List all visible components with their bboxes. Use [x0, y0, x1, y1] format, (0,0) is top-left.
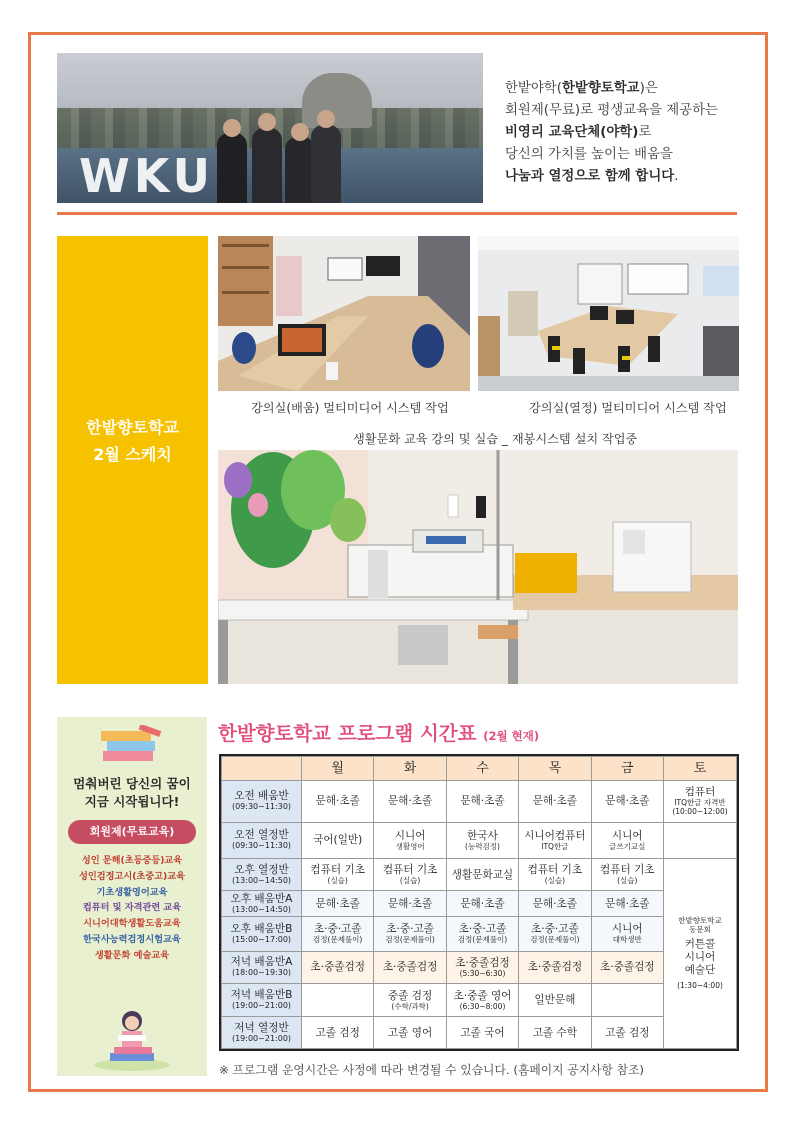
sketch-label-panel	[57, 236, 208, 684]
schedule-cell: 문해·초졸	[446, 891, 518, 916]
schedule-cell: 문해·초졸	[591, 781, 663, 823]
caption-classroom-baeum: 강의실(배움) 멀티미디어 시스템 작업	[251, 401, 449, 415]
schedule-cell: 초·중졸검정 (5:30~6:30)	[446, 951, 518, 984]
schedule-cell: 초·중졸검정	[374, 951, 446, 984]
table-row	[222, 916, 737, 951]
sketch-label-school: 한밭향토학교	[86, 418, 179, 437]
schedule-cell: 고졸 검정	[591, 1017, 663, 1049]
schedule-cell: 문해·초졸	[302, 781, 374, 823]
row-header: 오후 배움반B (15:00~17:00)	[222, 916, 302, 951]
schedule-cell: 고졸 검정	[302, 1017, 374, 1049]
row-header: 오전 배움반 (09:30~11:30)	[222, 781, 302, 823]
caption-classroom-yeoljeong: 강의실(열정) 멀티미디어 시스템 작업	[529, 401, 727, 415]
course-item: 시니어대학생활도움교육	[83, 918, 181, 930]
schedule-cell: 문해·초졸	[446, 781, 518, 823]
saturday-empty-cell	[664, 822, 737, 858]
schedule-cell: 문해·초졸	[374, 781, 446, 823]
table-header-row	[222, 757, 737, 781]
schedule-cell: 문해·초졸	[591, 891, 663, 916]
sketch-label-month: 2월 스케치	[93, 445, 172, 464]
schedule-note: ※ 프로그램 운영시간은 사정에 따라 변경될 수 있습니다. (홈페이지 공지사항 참조)	[219, 1063, 645, 1077]
membership-badge: 회원제(무료교육)	[68, 820, 196, 844]
schedule-cell: 문해·초졸	[302, 891, 374, 916]
day-header: 목	[519, 757, 591, 781]
schedule-cell: 초·중졸검정	[302, 951, 374, 984]
schedule-cell: 문해·초졸	[519, 891, 591, 916]
schedule-cell: 문해·초졸	[519, 781, 591, 823]
saturday-computer-cell: 컴퓨터 ITQ한글 자격반 (10:00~12:00)	[664, 781, 737, 823]
sewing-system-photo	[218, 450, 738, 684]
row-header: 오후 열정반 (13:00~14:50)	[222, 858, 302, 891]
schedule-cell: 고졸 수학	[519, 1017, 591, 1049]
schedule-cell: 시니어 글쓰기교실	[591, 822, 663, 858]
day-header: 금	[591, 757, 663, 781]
day-header: 수	[446, 757, 518, 781]
schedule-cell: 초·중·고졸 검정(문제풀이)	[446, 916, 518, 951]
schedule-cell: 컴퓨터 기초 (실습)	[374, 858, 446, 891]
group-photo	[57, 53, 483, 203]
course-item: 성인 문해(초등중등)교육	[81, 855, 183, 866]
row-header: 저녁 배움반B (19:00~21:00)	[222, 984, 302, 1017]
classroom-baeum-photo	[218, 236, 470, 391]
day-header: 화	[374, 757, 446, 781]
row-header: 오전 열정반 (09:30~11:30)	[222, 822, 302, 858]
schedule-cell: 문해·초졸	[374, 891, 446, 916]
schedule-cell: 시니어컴퓨터 ITQ한글	[519, 822, 591, 858]
banner-headline-1: 멈춰버린 당신의 꿈이	[73, 776, 191, 791]
day-header: 월	[302, 757, 374, 781]
saturday-alumni-cell: 한밭향토학교 동문회 커튼콜 시니어 예술단 (1:30~4:00)	[664, 858, 737, 1048]
course-item: 기초생활영어교육	[96, 886, 168, 898]
day-header: 토	[664, 757, 737, 781]
reading-girl-illustration	[92, 1005, 172, 1071]
wku-sign-text: WKU	[79, 149, 214, 203]
schedule-cell: 일반문해	[519, 984, 591, 1017]
books-illustration	[99, 725, 165, 765]
schedule-cell: 생활문화교실	[446, 858, 518, 891]
banner-headline-2: 지금 시작됩니다!	[84, 794, 180, 809]
schedule-cell: 중졸 검정 (수학/과학)	[374, 984, 446, 1017]
schedule-cell: 고졸 국어	[446, 1017, 518, 1049]
table-row	[222, 984, 737, 1017]
row-header: 저녁 열정반 (19:00~21:00)	[222, 1017, 302, 1049]
schedule-cell: 초·중·고졸 검정(문제풀이)	[302, 916, 374, 951]
table-row	[222, 858, 737, 891]
schedule-cell: 컴퓨터 기초 (실습)	[519, 858, 591, 891]
course-item: 성인검정고시(초중고)교육	[78, 870, 186, 882]
schedule-cell: 국어(일반)	[302, 822, 374, 858]
promo-banner	[57, 717, 207, 1076]
schedule-cell: 컴퓨터 기초 (실습)	[302, 858, 374, 891]
caption-sewing: 생활문화 교육 강의 및 실습 _ 재봉시스템 설치 작업중	[353, 432, 638, 446]
table-row	[222, 822, 737, 858]
schedule-title: 한밭향토학교 프로그램 시간표 (2월 현재)	[218, 722, 540, 745]
schedule-cell: 초·중·고졸 검정(문제풀이)	[374, 916, 446, 951]
schedule-cell	[302, 984, 374, 1017]
intro-text: 한밭야학(한밭향토학교)은 회원제(무료)로 평생교육을 제공하는 비영리 교육단체(야학)로 당신의 가치를 높이는 배움을 나눔과 열정으로 함께 합니다.	[505, 81, 718, 184]
course-item: 컴퓨터 및 자격관련 교육	[82, 902, 182, 914]
schedule-cell: 초·중졸 영어 (6:30~8:00)	[446, 984, 518, 1017]
schedule-cell: 한국사 (능력검정)	[446, 822, 518, 858]
schedule-cell: 시니어 생활영어	[374, 822, 446, 858]
course-item: 한국사능력검정시험교육	[83, 933, 181, 945]
row-header: 저녁 배움반A (18:00~19:30)	[222, 951, 302, 984]
schedule-cell: 초·중졸검정	[519, 951, 591, 984]
schedule-cell	[591, 984, 663, 1017]
schedule-cell: 컴퓨터 기초 (실습)	[591, 858, 663, 891]
schedule-table	[219, 754, 739, 1051]
classroom-yeoljeong-photo	[478, 236, 739, 391]
table-row	[222, 951, 737, 984]
schedule-cell: 초·중·고졸 검정(문제풀이)	[519, 916, 591, 951]
table-row	[222, 781, 737, 823]
schedule-cell: 고졸 영어	[374, 1017, 446, 1049]
table-row	[222, 891, 737, 916]
row-header: 오후 배움반A (13:00~14:50)	[222, 891, 302, 916]
table-row	[222, 1017, 737, 1049]
schedule-cell: 시니어 대학생반	[591, 916, 663, 951]
section-divider	[57, 212, 737, 215]
schedule-cell: 초·중졸검정	[591, 951, 663, 984]
course-list	[57, 853, 207, 964]
course-item: 생활문화 예술교육	[94, 949, 170, 961]
